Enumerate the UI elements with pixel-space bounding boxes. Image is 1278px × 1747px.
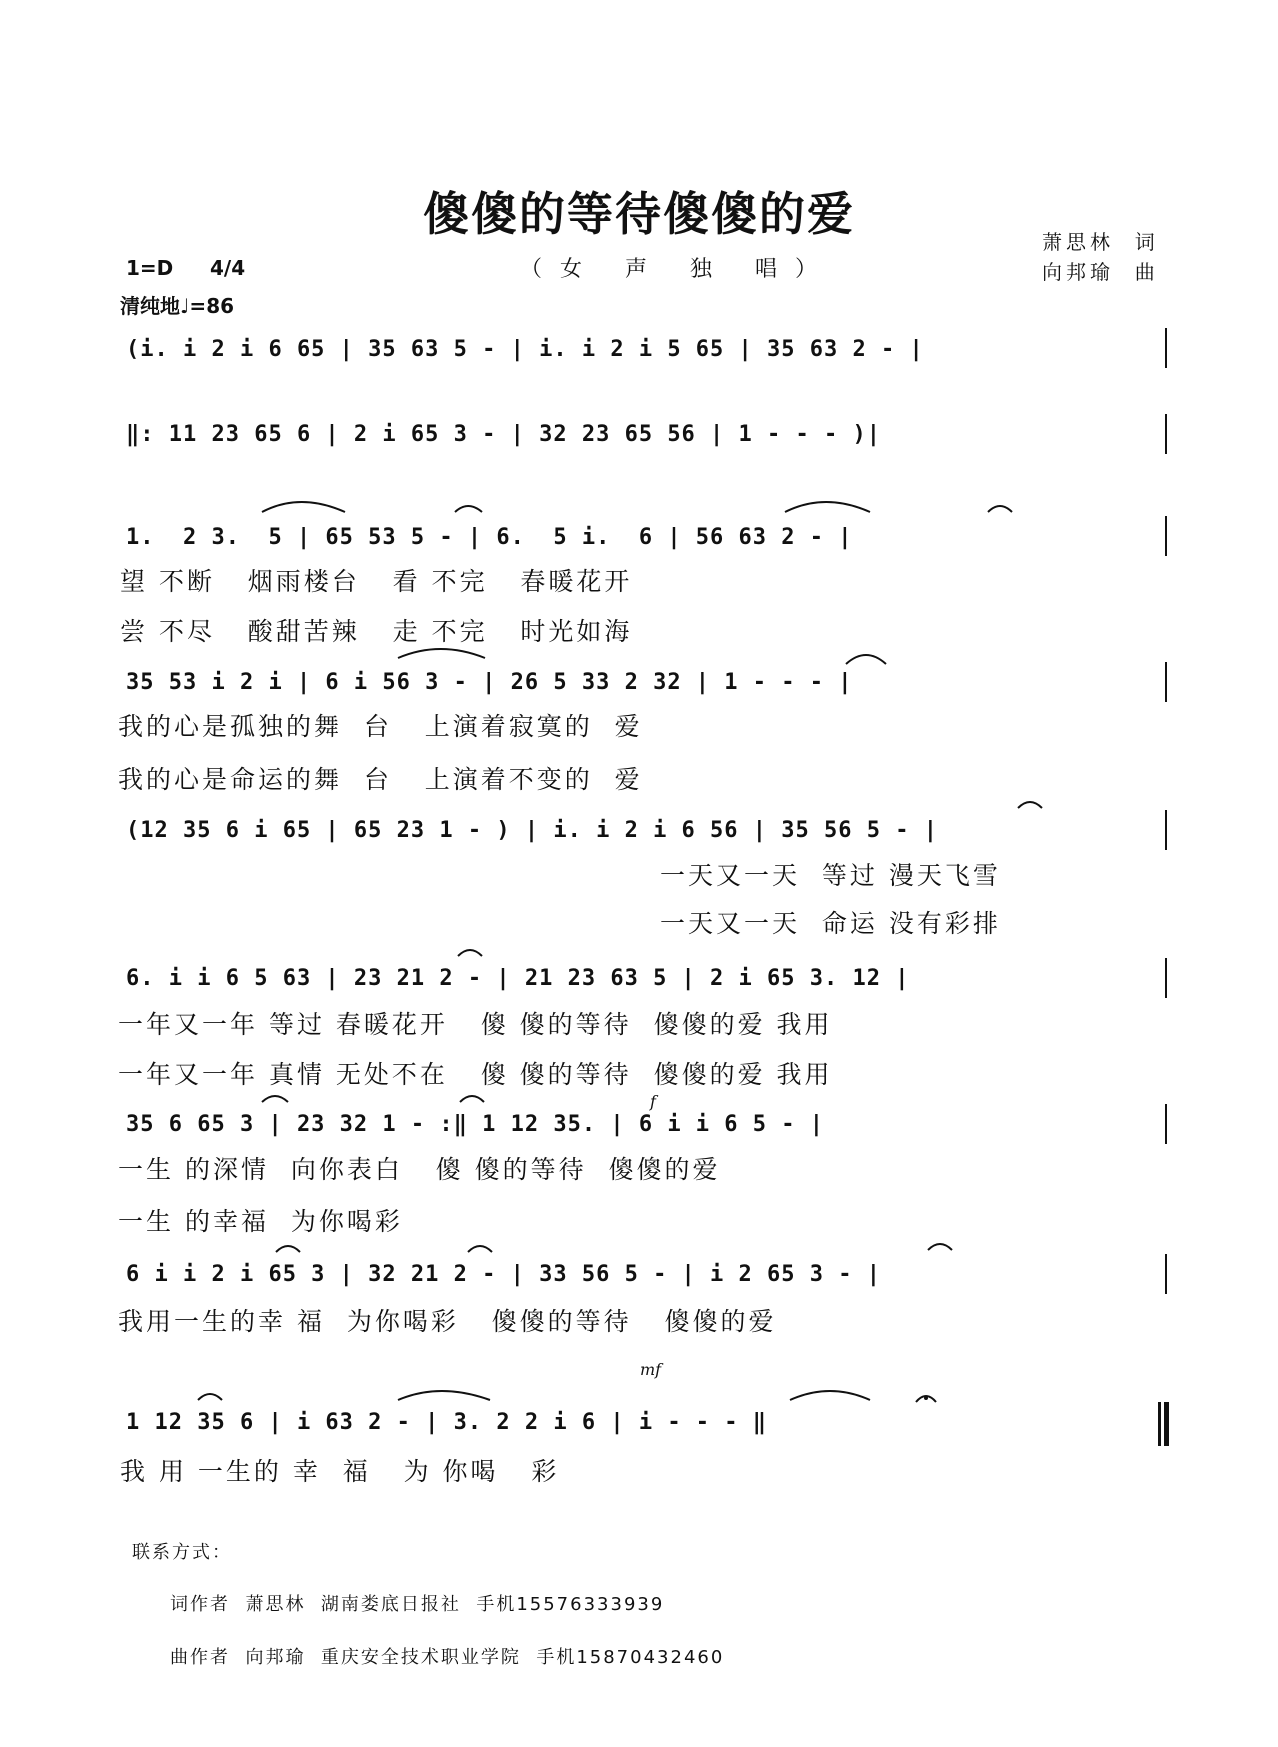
- slur: [262, 502, 345, 512]
- score-line-4-lyric-1: 我的心是孤独的舞 台 上演着寂寞的 爱: [118, 712, 643, 741]
- slur: [928, 1244, 952, 1250]
- score-line-8-lyric-1: 我用一生的幸 福 为你喝彩 傻傻的等待 傻傻的爱: [118, 1307, 777, 1336]
- score-line-6-lyric-1: 一年又一年 等过 春暖花开 傻 傻的等待 傻傻的爱 我用: [118, 1010, 833, 1039]
- slur: [988, 506, 1012, 512]
- score-line-7-lyric-2: 一生 的幸福 为你喝彩: [118, 1207, 403, 1236]
- slur: [276, 1246, 300, 1252]
- score-line-7-lyric-1: 一生 的深情 向你表白 傻 傻的等待 傻傻的爱: [118, 1155, 721, 1184]
- dynamic-mezzo-forte: mf: [640, 1360, 662, 1379]
- score-line-3-notes: 1. 2 3. 5 | 65 53 5 - | 6. 5 i. 6 | 56 63 2 - |: [126, 525, 853, 550]
- contact-lyricist: 词作者 萧思林 湖南娄底日报社 手机15576333939: [170, 1594, 665, 1615]
- contact-composer: 曲作者 向邦瑜 重庆安全技术职业学院 手机15870432460: [170, 1647, 725, 1668]
- score-line-5-notes: (12 35 6 i 65 | 65 23 1 - ) | i. i 2 i 6 56 | 35 56 5 - |: [126, 818, 938, 843]
- slur: [458, 950, 482, 956]
- slur: [460, 1096, 484, 1102]
- score-line-6-notes: 6. i i 6 5 63 | 23 21 2 - | 21 23 63 5 | 2 i 65 3. 12 |: [126, 966, 910, 991]
- slur: [198, 1394, 222, 1400]
- score-line-4-notes: 35 53 i 2 i | 6 i 56 3 - | 26 5 33 2 32 | 1 - - - |: [126, 670, 853, 695]
- score-line-3-lyric-2: 尝 不尽 酸甜苦辣 走 不完 时光如海: [120, 617, 633, 646]
- tempo-marking: 清纯地♩=86: [120, 294, 235, 318]
- slur: [398, 649, 485, 658]
- dynamic-forte: f: [650, 1092, 656, 1111]
- slur: [398, 1391, 490, 1400]
- score-line-8-notes: 6 i i 2 i 65 3 | 32 21 2 - | 33 56 5 - | i 2 65 3 - |: [126, 1262, 881, 1287]
- score-line-4-lyric-2: 我的心是命运的舞 台 上演着不变的 爱: [118, 765, 643, 794]
- slur: [455, 506, 482, 512]
- contact-label: 联系方式：: [132, 1542, 232, 1563]
- page-title: 傻傻的等待傻傻的爱: [423, 187, 855, 241]
- slur: [468, 1246, 492, 1252]
- slur: [1018, 802, 1042, 808]
- slur: [262, 1096, 288, 1102]
- score-line-6-lyric-2: 一年又一年 真情 无处不在 傻 傻的等待 傻傻的爱 我用: [118, 1060, 833, 1089]
- slur: [790, 1391, 870, 1400]
- subtitle: （女 声 独 唱）: [520, 257, 835, 282]
- score-line-5-lyric-2: 一天又一天 命运 没有彩排: [660, 909, 1001, 938]
- score-line-7-notes: 35 6 65 3 | 23 32 1 - :‖ 1 12 35. | 6 i i 6 5 - |: [126, 1112, 825, 1137]
- slur: [785, 502, 870, 512]
- composer-credit: 向邦瑜 曲: [1042, 260, 1159, 284]
- score-line-3-lyric-1: 望 不断 烟雨楼台 看 不完 春暖花开: [120, 567, 633, 596]
- time-signature: 4/4: [210, 256, 246, 280]
- lyricist-credit: 萧思林 词: [1042, 230, 1159, 254]
- score-line-9-lyric-1: 我 用 一生的 幸 福 为 你喝 彩: [120, 1457, 560, 1486]
- score-line-5-lyric-1: 一天又一天 等过 漫天飞雪: [660, 861, 1001, 890]
- score-line-2-notes: ‖: 11 23 65 6 | 2 i 65 3 - | 32 23 65 56 | 1 - - - )|: [126, 422, 881, 447]
- fermata-dot: [924, 1396, 928, 1400]
- slur: [846, 655, 886, 664]
- score-line-1-notes: (i. i 2 i 6 65 | 35 63 5 - | i. i 2 i 5 65 | 35 63 2 - |: [126, 337, 924, 362]
- key-signature: 1=D: [126, 256, 174, 280]
- score-line-9-notes: 1 12 35 6 | i 63 2 - | 3. 2 2 i 6 | i - - - ‖: [126, 1410, 768, 1435]
